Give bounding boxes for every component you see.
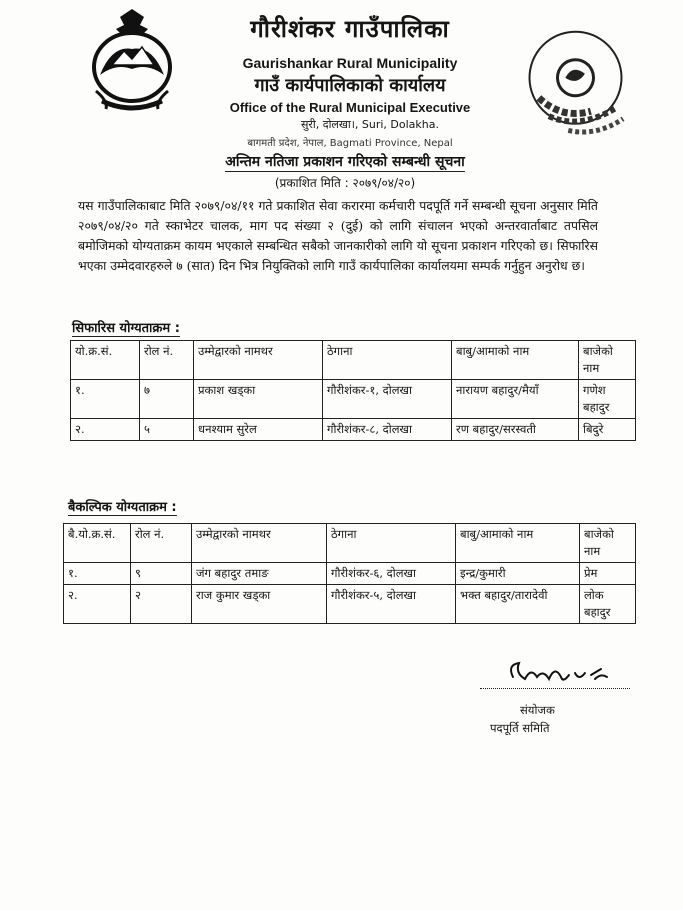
table-row (71, 419, 636, 441)
signatory-role: संयोजक (520, 703, 555, 717)
table-cell: १. (64, 563, 131, 585)
header-cell: ठेगाना (323, 341, 452, 380)
table-cell: ७ (140, 380, 194, 419)
table-cell: लोक बहादुर (580, 585, 636, 624)
office-title: गाउँ कार्यपालिकाको कार्यालय (254, 75, 446, 96)
notice-title (160, 152, 530, 171)
header-cell: बाजेको नाम (579, 341, 636, 380)
table-row (64, 585, 636, 624)
table-cell: राज कुमार खड्का (192, 585, 327, 624)
table-cell: गणेश बहादुर (579, 380, 636, 419)
table-cell: जंग बहादुर तमाङ (192, 563, 327, 585)
table-cell: इन्द्र/कुमारी (456, 563, 580, 585)
official-stamp (515, 20, 635, 150)
table-cell: गौरीशंकर-१, दोलखा (323, 380, 452, 419)
table-cell: भक्त बहादुर/तारादेवी (456, 585, 580, 624)
published-date: (प्रकाशित मिति : २०७९/०४/२०) (274, 176, 416, 190)
header-cell: रोल नं. (140, 341, 194, 380)
address-line-1: सुरी, दोलखा।, Suri, Dolakha. (300, 118, 440, 131)
header-cell: बाबु/आमाको नाम (456, 524, 580, 563)
table-cell: बिदुरे (579, 419, 636, 441)
table-cell: गौरीशंकर-८, दोलखा (323, 419, 452, 441)
nepal-emblem-logo (82, 5, 182, 117)
table-cell: प्रेम (580, 563, 636, 585)
table-header-row (71, 341, 636, 380)
signature-line (480, 688, 630, 689)
table-header-row (64, 524, 636, 563)
handwritten-signature (505, 655, 615, 691)
address-line-2: बागमती प्रदेश, नेपाल, Bagmati Province, Nepal (247, 138, 453, 149)
header-cell: बै.यो.क्र.सं. (64, 524, 131, 563)
header-cell: बाजेको नाम (580, 524, 636, 563)
header-cell: उम्मेद्वारको नामथर (192, 524, 327, 563)
table-cell: रण बहादुर/सरस्वती (452, 419, 579, 441)
municipality-title: गौरीशंकर गाउँपालिका (250, 15, 450, 43)
signatory-committee: पदपूर्ति समिति (490, 721, 550, 735)
alternate-label: बैकल्पिक योग्यताक्रम : (68, 497, 177, 516)
recommended-label: सिफारिस योग्यताक्रम : (72, 318, 180, 337)
table-cell: नारायण बहादुर/मैयाँ (452, 380, 579, 419)
table-row (64, 563, 636, 585)
table-cell: गौरीशंकर-५, दोलखा (327, 585, 456, 624)
header-cell: बाबु/आमाको नाम (452, 341, 579, 380)
header-cell: रोल नं. (131, 524, 192, 563)
recommended-table (70, 340, 636, 441)
notice-title-text: अन्तिम नतिजा प्रकाशन गरिएको सम्बन्धी सूचना (225, 154, 465, 170)
table-cell: ५ (140, 419, 194, 441)
table-cell: ९ (131, 563, 192, 585)
table-cell: १. (71, 380, 140, 419)
notice-body: यस गाउँपालिकाबाट मिति २०७९/०४/११ गते प्रकाशित सेवा करारमा कर्मचारी पदपूर्ति गर्ने सम्बन्धी सूचना अनुसार मिति २०७९/०४/२० गते स्काभेटर चालक, माग पद संख्या २ (दुई) को लागि संचालन भएको अन्तरवार्ताबाट तपसिल बमोजिमको योग्यताक्रम कायम भएकाले सम्बन्धित सबैको जानकारीको लागि यो सूचना प्रकाशन गरिएको छ। सिफारिस भएका उम्मेदवारहरुले ७ (सात) दिन भित्र नियुक्तिको लागि गाउँ कार्यपालिका कार्यालयमा सम्पर्क गर्नुहुन अनुरोध छ। (78, 198, 598, 273)
table-cell: २ (131, 585, 192, 624)
alternate-table (63, 523, 636, 624)
office-title-en: Office of the Rural Municipal Executive (229, 100, 471, 115)
table-cell: २. (64, 585, 131, 624)
header-cell: ठेगाना (327, 524, 456, 563)
table-cell: धनश्याम सुरेल (194, 419, 323, 441)
municipality-title-en: Gaurishankar Rural Municipality (242, 55, 458, 71)
table-cell: प्रकाश खड्का (194, 380, 323, 419)
table-cell: २. (71, 419, 140, 441)
header-cell: उम्मेद्वारको नामथर (194, 341, 323, 380)
table-cell: गौरीशंकर-६, दोलखा (327, 563, 456, 585)
table-row (71, 380, 636, 419)
header-cell: यो.क्र.सं. (71, 341, 140, 380)
